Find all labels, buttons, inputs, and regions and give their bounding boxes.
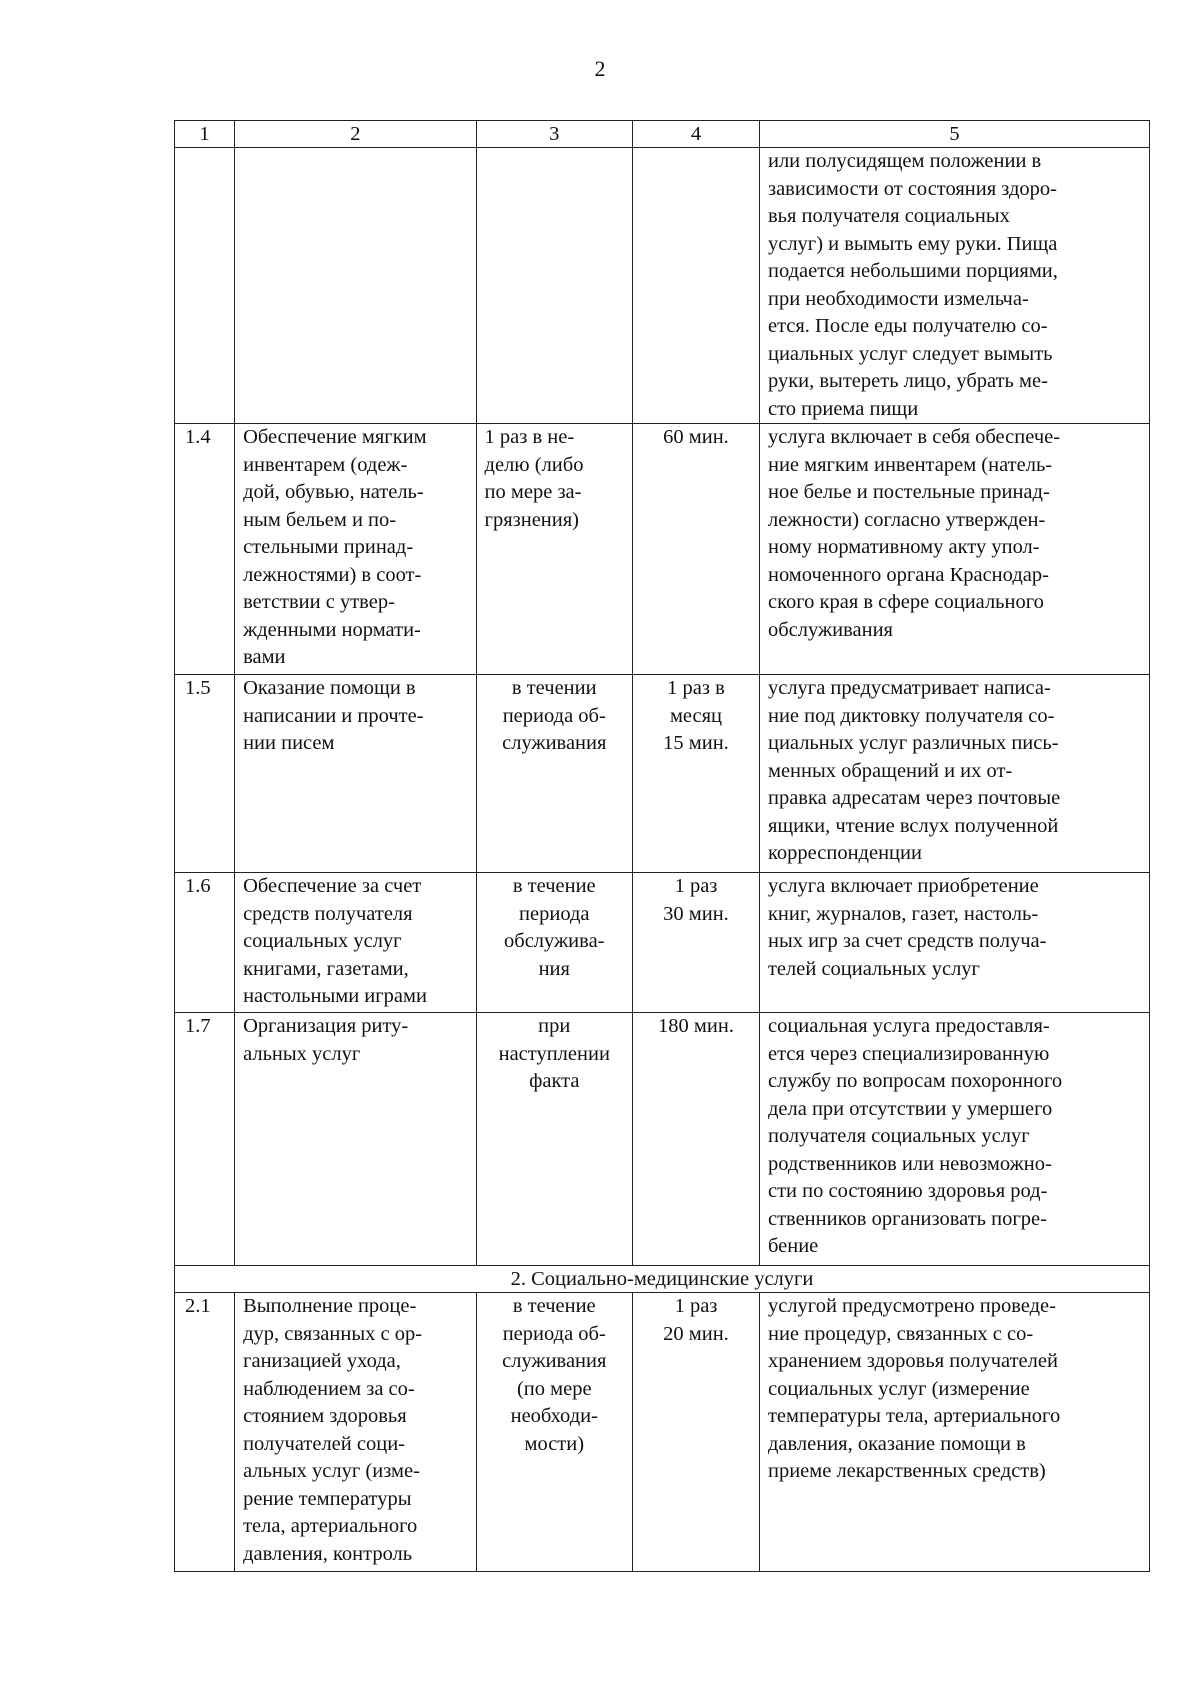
- table-row-2-1: [175, 1293, 1150, 1572]
- page-number: 2: [594, 56, 606, 81]
- section-header-row: [175, 1266, 1150, 1293]
- cell-time: 60 мин.: [633, 424, 760, 675]
- cell-name: Обеспечение за счет средств получателя социальных услуг книгами, газетами, настольными играми: [235, 873, 476, 1013]
- column-header-3: 3: [476, 121, 632, 148]
- cell-period: в течении периода об- служивания: [476, 675, 632, 873]
- column-header-4: 4: [633, 121, 760, 148]
- cell-name: Выполнение проце- дур, связанных с ор- ганизацией ухода, наблюдением за со- стоянием здоровья получателей соци- альных услуг (изме- рение температуры тела, артериального давления, контроль: [235, 1293, 476, 1572]
- column-header-1: 1: [175, 121, 235, 148]
- cell-time: 1 раз в месяц 15 мин.: [633, 675, 760, 873]
- cell-name: Обеспечение мягким инвентарем (одеж- дой, обувью, натель- ным бельем и по- стельными принад- лежностями) в соот- ветствии с утвер- жденными нормати- вами: [235, 424, 476, 675]
- cell-description: услугой предусмотрено проведе- ние процедур, связанных с со- хранением здоровья получателей социальных услуг (измерение температуры тела, артериального давления, оказание помощи в приеме лекарственных средств): [759, 1293, 1149, 1572]
- cell-num: 1.6: [175, 873, 235, 1013]
- column-header-2: 2: [235, 121, 476, 148]
- section-title: 2. Социально-медицинские услуги: [175, 1266, 1150, 1293]
- cell-period: в течение периода об- служивания (по мере необходи- мости): [476, 1293, 632, 1572]
- cell-num: [175, 148, 235, 424]
- cell-time: 1 раз 30 мин.: [633, 873, 760, 1013]
- table-row-1-4: [175, 424, 1150, 675]
- cell-description: или полусидящем положении в зависимости от состояния здоро- вья получателя социальных услуг) и вымыть ему руки. Пища подается небольшими порциями, при необходимости измельча- ется. После еды получателю со- циальных услуг следует вымыть руки, вытереть лицо, убрать ме- сто приема пищи: [759, 148, 1149, 424]
- services-table: [174, 120, 1150, 1572]
- cell-period: [476, 148, 632, 424]
- cell-time: 1 раз 20 мин.: [633, 1293, 760, 1572]
- cell-num: 1.4: [175, 424, 235, 675]
- table-row-1-6: [175, 873, 1150, 1013]
- cell-time: [633, 148, 760, 424]
- table-header-row: [175, 121, 1150, 148]
- cell-description: услуга включает в себя обеспече- ние мягким инвентарем (натель- ное белье и постельные принад- лежности) согласно утвержден- ному нормативному акту упол- номоченного органа Краснодар- ского края в сфере социального обслуживания: [759, 424, 1149, 675]
- cell-description: социальная услуга предоставля- ется через специализированную службу по вопросам похоронного дела при отсутствии у умершего получателя социальных услуг родственников или невозможно- сти по состоянию здоровья род- ственников организовать погре- бение: [759, 1013, 1149, 1266]
- cell-num: 1.7: [175, 1013, 235, 1266]
- table-row-continuation: [175, 148, 1150, 424]
- cell-time: 180 мин.: [633, 1013, 760, 1266]
- table-row-1-7: [175, 1013, 1150, 1266]
- cell-name: Оказание помощи в написании и прочте- нии писем: [235, 675, 476, 873]
- cell-description: услуга включает приобретение книг, журналов, газет, настоль- ных игр за счет средств получа- телей социальных услуг: [759, 873, 1149, 1013]
- cell-period: при наступлении факта: [476, 1013, 632, 1266]
- cell-period: 1 раз в не- делю (либо по мере за- грязнения): [476, 424, 632, 675]
- cell-name: [235, 148, 476, 424]
- cell-name: Организация риту- альных услуг: [235, 1013, 476, 1266]
- column-header-5: 5: [759, 121, 1149, 148]
- cell-num: 1.5: [175, 675, 235, 873]
- table-row-1-5: [175, 675, 1150, 873]
- cell-description: услуга предусматривает написа- ние под диктовку получателя со- циальных услуг различных пись- менных обращений и их от- правка адресатам через почтовые ящики, чтение вслух полученной корреспонденции: [759, 675, 1149, 873]
- cell-period: в течение периода обслужива- ния: [476, 873, 632, 1013]
- cell-num: 2.1: [175, 1293, 235, 1572]
